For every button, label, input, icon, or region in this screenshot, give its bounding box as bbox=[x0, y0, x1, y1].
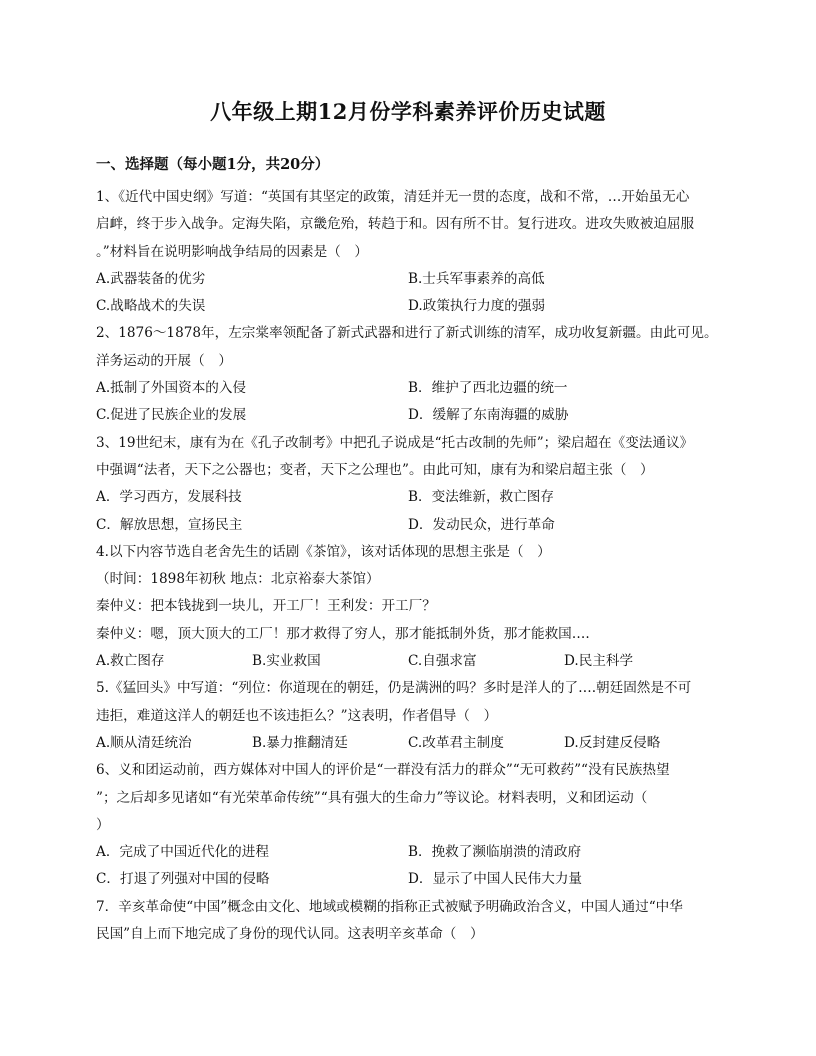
option-c: C．解放思想，宣扬民主 bbox=[96, 516, 243, 533]
option-row bbox=[96, 293, 720, 320]
option-a: A.顺从清廷统治 bbox=[96, 734, 192, 751]
question-text-line: 4.以下内容节选自老舍先生的话剧《茶馆》，该对话体现的思想主张是（ ） bbox=[96, 543, 551, 560]
question-text-line: ） bbox=[96, 816, 110, 833]
option-d: D．显示了中国人民伟大力量 bbox=[408, 871, 583, 888]
question-text-line: 秦仲义：把本钱拢到一块儿，开工厂！王利发：开工厂？ bbox=[96, 598, 436, 615]
question-6 bbox=[96, 757, 720, 893]
option-c: C.自强求富 bbox=[408, 653, 477, 670]
option-d: D.民主科学 bbox=[564, 653, 634, 670]
question-text-line: 秦仲义：嗯，顶大顶大的工厂！那才救得了穷人，那才能抵制外货，那才能救国…. bbox=[96, 625, 590, 642]
option-c: C.促进了民族企业的发展 bbox=[96, 407, 247, 424]
question-text-line: 6、义和团运动前，西方媒体对中国人的评价是“一群没有活力的群众”“无可救药”“没有民族热望 bbox=[96, 762, 670, 779]
option-d: D.政策执行力度的强弱 bbox=[408, 298, 546, 315]
page-title: 八年级上期12月份学科素养评价历史试题 bbox=[210, 99, 606, 124]
question-text-line: 2、1876～1878年，左宗棠率领配备了新式武器和进行了新式训练的清军，成功收复新疆。由此可见。 bbox=[96, 325, 718, 342]
question-text-line: 。”材料旨在说明影响战争结局的因素是（ ） bbox=[96, 243, 369, 260]
option-row bbox=[96, 375, 720, 402]
section-heading: 一、选择题（每小题1分，共20分） bbox=[96, 156, 330, 173]
option-b: B.士兵军事素养的高低 bbox=[408, 270, 545, 287]
option-row bbox=[96, 839, 720, 866]
option-row bbox=[96, 866, 720, 893]
option-c: C.战略战术的失误 bbox=[96, 298, 206, 315]
question-text-line: （时间：1898年初秋 地点：北京裕泰大茶馆） bbox=[96, 571, 380, 588]
option-row bbox=[96, 730, 720, 757]
option-b: B.暴力推翻清廷 bbox=[252, 734, 348, 751]
option-d: D.反封建反侵略 bbox=[564, 734, 661, 751]
exam-content bbox=[96, 155, 720, 948]
option-row bbox=[96, 648, 720, 675]
question-5 bbox=[96, 675, 720, 757]
question-text-line: 7．辛亥革命使“中国”概念由文化、地域或模糊的指称正式被赋予明确政治含义，中国人通过“中华 bbox=[96, 898, 683, 915]
question-text-line: 启衅，终于步入战争。定海失陷，京畿危殆，转趋于和。因有所不甘。复行进攻。进攻失败被迫屈服 bbox=[96, 216, 695, 233]
option-a: A．完成了中国近代化的进程 bbox=[96, 844, 269, 861]
question-4 bbox=[96, 539, 720, 675]
option-d: D．缓解了东南海疆的威胁 bbox=[408, 407, 569, 424]
option-a: A.武器装备的优劣 bbox=[96, 270, 206, 287]
option-a: A.救亡图存 bbox=[96, 653, 165, 670]
option-b: B．维护了西北边疆的统一 bbox=[408, 380, 568, 397]
option-b: B．变法维新，救亡图存 bbox=[408, 489, 554, 506]
option-b: B．挽救了濒临崩溃的清政府 bbox=[408, 844, 582, 861]
option-a: A．学习西方，发展科技 bbox=[96, 489, 242, 506]
question-text-line: ”；之后却多见诸如“有光荣革命传统”“具有强大的生命力”等议论。材料表明，义和团运动（ bbox=[96, 789, 648, 806]
question-2 bbox=[96, 320, 720, 429]
question-text-line: 中强调“法者，天下之公器也；变者，天下之公理也”。由此可知，康有为和梁启超主张（ ） bbox=[96, 461, 654, 478]
question-7 bbox=[96, 894, 720, 949]
question-text-line: 民国”自上而下地完成了身份的现代认同。这表明辛亥革命（ ） bbox=[96, 926, 484, 943]
option-row bbox=[96, 402, 720, 429]
question-text-line: 5.《猛回头》中写道：“列位：你道现在的朝廷，仍是满洲的吗？多时是洋人的了….朝廷固然是不可 bbox=[96, 680, 692, 697]
option-c: C.改革君主制度 bbox=[408, 734, 504, 751]
option-row bbox=[96, 484, 720, 511]
option-c: C．打退了列强对中国的侵略 bbox=[96, 871, 270, 888]
question-text-line: 3、19世纪末，康有为在《孔子改制考》中把孔子说成是“托古改制的先师”；梁启超在《变法通议》 bbox=[96, 434, 694, 451]
question-text-line: 洋务运动的开展（ ） bbox=[96, 352, 232, 369]
option-row bbox=[96, 512, 720, 539]
question-3 bbox=[96, 430, 720, 539]
question-1 bbox=[96, 184, 720, 320]
question-text-line: 违拒，难道这洋人的朝廷也不该违拒么？”这表明，作者倡导（ ） bbox=[96, 707, 498, 724]
question-text-line: 1、《近代中国史纲》写道：“英国有其坚定的政策，清廷并无一贯的态度，战和不常，…开始虽无心 bbox=[96, 189, 690, 205]
option-a: A.抵制了外国资本的入侵 bbox=[96, 380, 247, 397]
option-b: B.实业救国 bbox=[252, 653, 321, 670]
option-d: D．发动民众，进行革命 bbox=[408, 516, 555, 533]
option-row bbox=[96, 266, 720, 293]
